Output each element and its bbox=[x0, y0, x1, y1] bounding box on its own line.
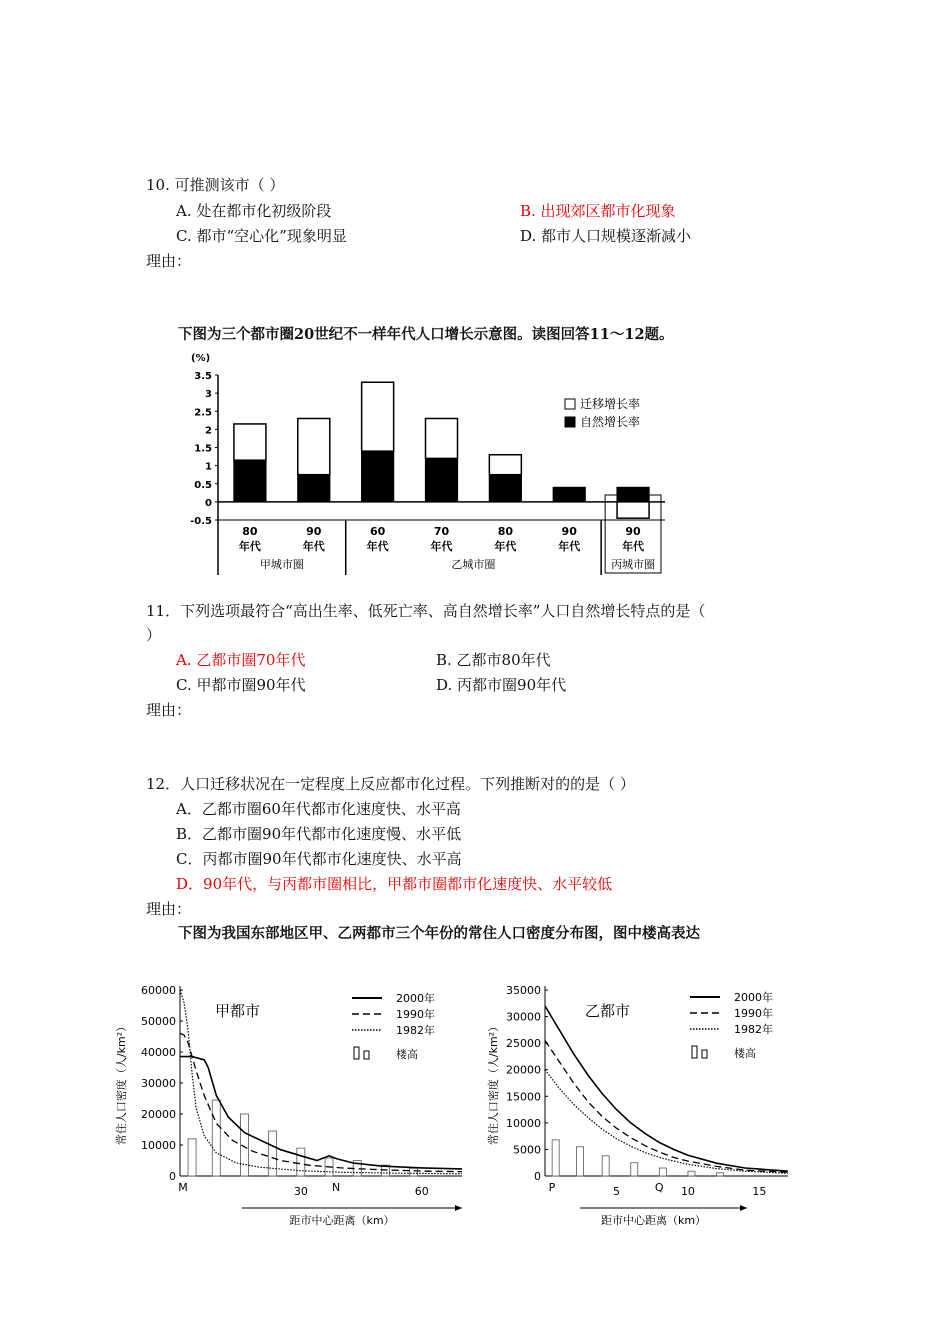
bar-natural bbox=[426, 458, 458, 502]
series-line-1990年 bbox=[180, 1033, 462, 1171]
q12-reason: 理由： bbox=[146, 900, 192, 918]
category-label: 年代 bbox=[302, 540, 325, 553]
y-tick-label: 15000 bbox=[506, 1090, 541, 1104]
q11-reason: 理由： bbox=[146, 701, 192, 719]
legend-building-icon bbox=[702, 1050, 707, 1058]
legend-label: 2000年 bbox=[734, 991, 773, 1004]
category-label: 年代 bbox=[430, 540, 453, 553]
y-tick-label: 2.5 bbox=[194, 407, 212, 419]
y-tick-label: 20000 bbox=[141, 1108, 176, 1121]
legend-building-icon bbox=[354, 1047, 359, 1059]
y-tick-label: 3 bbox=[205, 389, 212, 401]
category-label: 80 bbox=[497, 525, 514, 538]
q12-option-c: C．丙都市圈90年代都市化速度快、水平高 bbox=[176, 850, 462, 868]
q11-option-b: B. 乙都市80年代 bbox=[436, 651, 551, 669]
y-tick-label: 10000 bbox=[141, 1139, 176, 1152]
legend-label: 2000年 bbox=[396, 992, 435, 1005]
group-label: 乙城市圈 bbox=[451, 558, 496, 571]
y-tick-label: 2 bbox=[205, 425, 212, 437]
category-label: 年代 bbox=[366, 540, 389, 553]
bar-natural bbox=[234, 460, 266, 502]
bar-natural bbox=[553, 487, 585, 502]
x-tick-label: 5 bbox=[612, 1185, 620, 1198]
category-label: 年代 bbox=[558, 540, 581, 553]
bar-chart-labels bbox=[239, 525, 655, 571]
bar-migration bbox=[489, 455, 521, 475]
legend-natural: 自然增长率 bbox=[580, 415, 641, 429]
legend-label: 1990年 bbox=[396, 1008, 435, 1021]
q12-stem: 12．人口迁移状况在一定程度上反应都市化过程。下列推断对的的是（ ） bbox=[146, 775, 635, 793]
x-axis-arrowhead bbox=[740, 1205, 747, 1211]
y-tick-label: 5000 bbox=[513, 1143, 541, 1157]
chart-title: 乙都市 bbox=[585, 1002, 631, 1020]
legend-label: 1982年 bbox=[396, 1024, 435, 1037]
series-line-2000年 bbox=[180, 1057, 462, 1169]
building-bar bbox=[688, 1171, 695, 1176]
bar-migration bbox=[362, 382, 394, 451]
y-tick-label: 30000 bbox=[506, 1010, 541, 1024]
y-tick-label: 10000 bbox=[506, 1116, 541, 1130]
y-axis-label: 常住人口密度（人/km²） bbox=[487, 1020, 500, 1146]
bar-natural bbox=[489, 475, 521, 502]
building-bar bbox=[188, 1139, 196, 1176]
q10-option-b: B. 出现郊区都市化现象 bbox=[520, 202, 676, 220]
category-label: 年代 bbox=[238, 540, 261, 553]
x-tick-label: 10 bbox=[680, 1185, 695, 1198]
y-tick-label: -0.5 bbox=[190, 516, 212, 527]
legend-label: 楼高 bbox=[396, 1048, 418, 1061]
legend-label: 楼高 bbox=[734, 1047, 756, 1060]
y-tick-label: 3.5 bbox=[194, 371, 212, 382]
category-label: 80 bbox=[242, 525, 258, 538]
y-tick-label: 30000 bbox=[141, 1077, 176, 1090]
building-bar bbox=[717, 1173, 724, 1176]
y-tick-label: 50000 bbox=[141, 1015, 176, 1028]
category-label: 年代 bbox=[494, 540, 517, 553]
category-label: 70 bbox=[433, 525, 450, 538]
bar-migration bbox=[617, 502, 649, 518]
city-yi-chart-body bbox=[486, 984, 788, 1227]
y-tick-label: 20000 bbox=[506, 1063, 541, 1077]
x-axis-label: 距市中心距离（km） bbox=[289, 1214, 395, 1227]
building-bar bbox=[552, 1140, 559, 1176]
q11-option-d: D. 丙都市圈90年代 bbox=[436, 676, 567, 694]
category-label: 90 bbox=[625, 525, 641, 538]
q10-stem: 10. 可推测该市（ ） bbox=[146, 176, 285, 194]
intro-bar-chart: 下图为三个都市圈20世纪不一样年代人口增长示意图。读图回答11～12题。 bbox=[178, 326, 674, 343]
y-tick-label: 35000 bbox=[506, 984, 541, 997]
x-tick-label: 60 bbox=[414, 1185, 429, 1198]
bar-migration bbox=[234, 424, 266, 460]
q10-option-c: C. 都市“空心化”现象明显 bbox=[176, 227, 347, 245]
y-tick-label: 40000 bbox=[141, 1046, 176, 1059]
building-bar bbox=[576, 1147, 583, 1176]
population-growth-bar-chart bbox=[170, 348, 690, 578]
legend-label: 1982年 bbox=[734, 1023, 773, 1036]
intro-density-charts: 下图为我国东部地区甲、乙两都市三个年份的常住人口密度分布图，图中楼高表达 bbox=[178, 925, 700, 942]
group-label: 甲城市圈 bbox=[259, 558, 304, 571]
point-label: N bbox=[331, 1181, 341, 1194]
y-tick-label: 1.5 bbox=[194, 443, 212, 455]
x-axis-arrowhead bbox=[455, 1205, 462, 1211]
legend-building-icon bbox=[692, 1046, 697, 1058]
q12-option-d: D．90年代，与丙都市圈相比，甲都市圈都市化速度快、水平较低 bbox=[176, 875, 613, 893]
legend-swatch-migration bbox=[565, 399, 575, 409]
building-bar bbox=[602, 1156, 609, 1176]
building-bar bbox=[297, 1148, 305, 1176]
y-tick-label: 0 bbox=[205, 497, 212, 509]
legend-label: 1990年 bbox=[734, 1007, 773, 1020]
building-bar bbox=[659, 1168, 666, 1176]
building-bar bbox=[631, 1163, 638, 1176]
bar-natural bbox=[298, 475, 330, 502]
bar-migration bbox=[426, 419, 458, 459]
y-tick-label: 0 bbox=[534, 1170, 541, 1183]
q11-stem: 11．下列选项最符合“高出生率、低死亡率、高自然增长率”人口自然增长特点的是（ bbox=[146, 602, 706, 620]
q11-stem-end: ） bbox=[146, 626, 162, 644]
y-tick-label: 25000 bbox=[506, 1037, 541, 1051]
q10-reason: 理由： bbox=[146, 252, 192, 270]
y-tick-label: 1 bbox=[205, 461, 212, 473]
building-bar bbox=[212, 1100, 220, 1176]
category-label: 年代 bbox=[622, 540, 645, 553]
y-unit-label: (%) bbox=[191, 353, 211, 364]
q12-option-b: B．乙都市圈90年代都市化速度慢、水平低 bbox=[176, 825, 462, 843]
legend-migration: 迁移增长率 bbox=[580, 397, 641, 411]
q10-option-d: D. 都市人口规模逐渐减小 bbox=[520, 227, 692, 245]
chart-title: 甲都市 bbox=[215, 1002, 261, 1020]
point-label: P bbox=[548, 1181, 556, 1194]
x-tick-label: 15 bbox=[752, 1185, 767, 1198]
y-tick-label: 0 bbox=[169, 1170, 176, 1183]
point-label: Q bbox=[654, 1181, 664, 1194]
density-chart-city-jia bbox=[110, 978, 480, 1238]
city-jia-chart-body bbox=[114, 984, 462, 1227]
y-tick-label: 60000 bbox=[141, 984, 176, 997]
legend-swatch-natural bbox=[565, 417, 575, 427]
q12-option-a: A．乙都市圈60年代都市化速度快、水平高 bbox=[176, 800, 461, 818]
category-label: 90 bbox=[306, 525, 322, 538]
building-bar bbox=[269, 1131, 277, 1176]
density-chart-city-yi bbox=[485, 978, 805, 1238]
q11-option-c: C. 甲都市圈90年代 bbox=[176, 676, 306, 694]
y-axis-label: 常住人口密度（人/km²） bbox=[115, 1020, 128, 1146]
x-tick-label: 30 bbox=[293, 1185, 308, 1198]
legend-building-icon bbox=[364, 1051, 369, 1059]
bar-migration bbox=[298, 419, 330, 475]
q10-option-a: A. 处在都市化初级阶段 bbox=[176, 202, 332, 220]
bar-natural bbox=[362, 451, 394, 502]
category-label: 90 bbox=[561, 525, 577, 538]
x-axis-label: 距市中心距离（km） bbox=[600, 1214, 707, 1227]
category-label: 60 bbox=[369, 525, 386, 538]
building-bar bbox=[410, 1168, 418, 1176]
group-label: 丙城市圈 bbox=[611, 558, 656, 571]
q11-option-a: A. 乙都市圈70年代 bbox=[176, 651, 306, 669]
bar-natural bbox=[617, 487, 649, 502]
y-tick-label: 0.5 bbox=[194, 479, 212, 491]
point-label: M bbox=[178, 1181, 188, 1194]
